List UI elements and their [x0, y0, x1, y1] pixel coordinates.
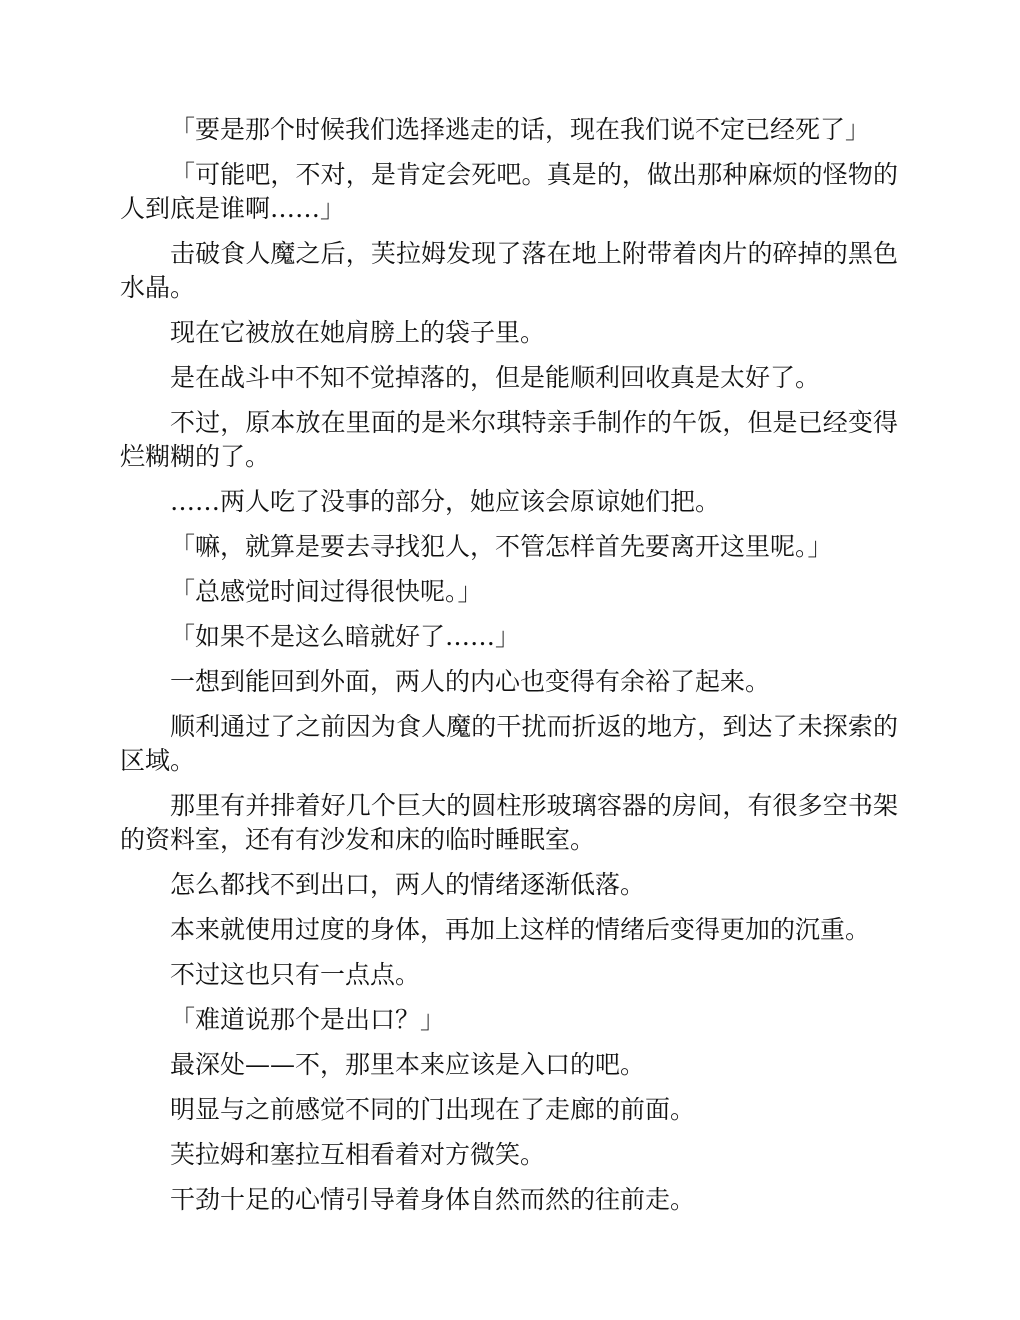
paragraph-4: 现在它被放在她肩膀上的袋子里。 [170, 318, 546, 347]
document-page [120, 113, 898, 1228]
paragraph-8: 「嘛，就算是要去寻找犯人，不管怎样首先要离开这里呢。」 [170, 532, 833, 561]
paragraph-9: 「总感觉时间过得很快呢。」 [170, 577, 483, 606]
paragraph-17: 「难道说那个是出口？」 [170, 1005, 446, 1034]
paragraph-5: 是在战斗中不知不觉掉落的，但是能顺利回收真是太好了。 [170, 363, 821, 392]
paragraph-13: 那里有并排着好几个巨大的圆柱形玻璃容器的房间，有很多空书架的资料室，还有有沙发和床的临时睡眠室。 [120, 791, 898, 854]
paragraph-2: 「可能吧，不对，是肯定会死吧。真是的，做出那种麻烦的怪物的人到底是谁啊……」 [120, 160, 898, 223]
paragraph-15: 本来就使用过度的身体，再加上这样的情绪后变得更加的沉重。 [170, 915, 871, 944]
paragraph-3: 击破食人魔之后，芙拉姆发现了落在地上附带着肉片的碎掉的黑色水晶。 [120, 239, 898, 302]
paragraph-14: 怎么都找不到出口，两人的情绪逐渐低落。 [170, 870, 646, 899]
paragraph-11: 一想到能回到外面，两人的内心也变得有余裕了起来。 [170, 667, 771, 696]
paragraph-19: 明显与之前感觉不同的门出现在了走廊的前面。 [170, 1095, 696, 1124]
paragraph-7: ……两人吃了没事的部分，她应该会原谅她们把。 [170, 487, 721, 516]
paragraph-18: 最深处——不，那里本来应该是入口的吧。 [170, 1050, 646, 1079]
paragraph-16: 不过这也只有一点点。 [170, 960, 421, 989]
paragraph-20: 芙拉姆和塞拉互相看着对方微笑。 [170, 1140, 546, 1169]
paragraph-10: 「如果不是这么暗就好了……」 [170, 622, 521, 651]
paragraph-21: 干劲十足的心情引导着身体自然而然的往前走。 [170, 1185, 696, 1214]
paragraph-12: 顺利通过了之前因为食人魔的干扰而折返的地方，到达了未探索的区域。 [120, 712, 898, 775]
paragraph-6: 不过，原本放在里面的是米尔琪特亲手制作的午饭，但是已经变得烂糊糊的了。 [120, 408, 898, 471]
paragraph-1: 「要是那个时候我们选择逃走的话，现在我们说不定已经死了」 [170, 115, 871, 144]
